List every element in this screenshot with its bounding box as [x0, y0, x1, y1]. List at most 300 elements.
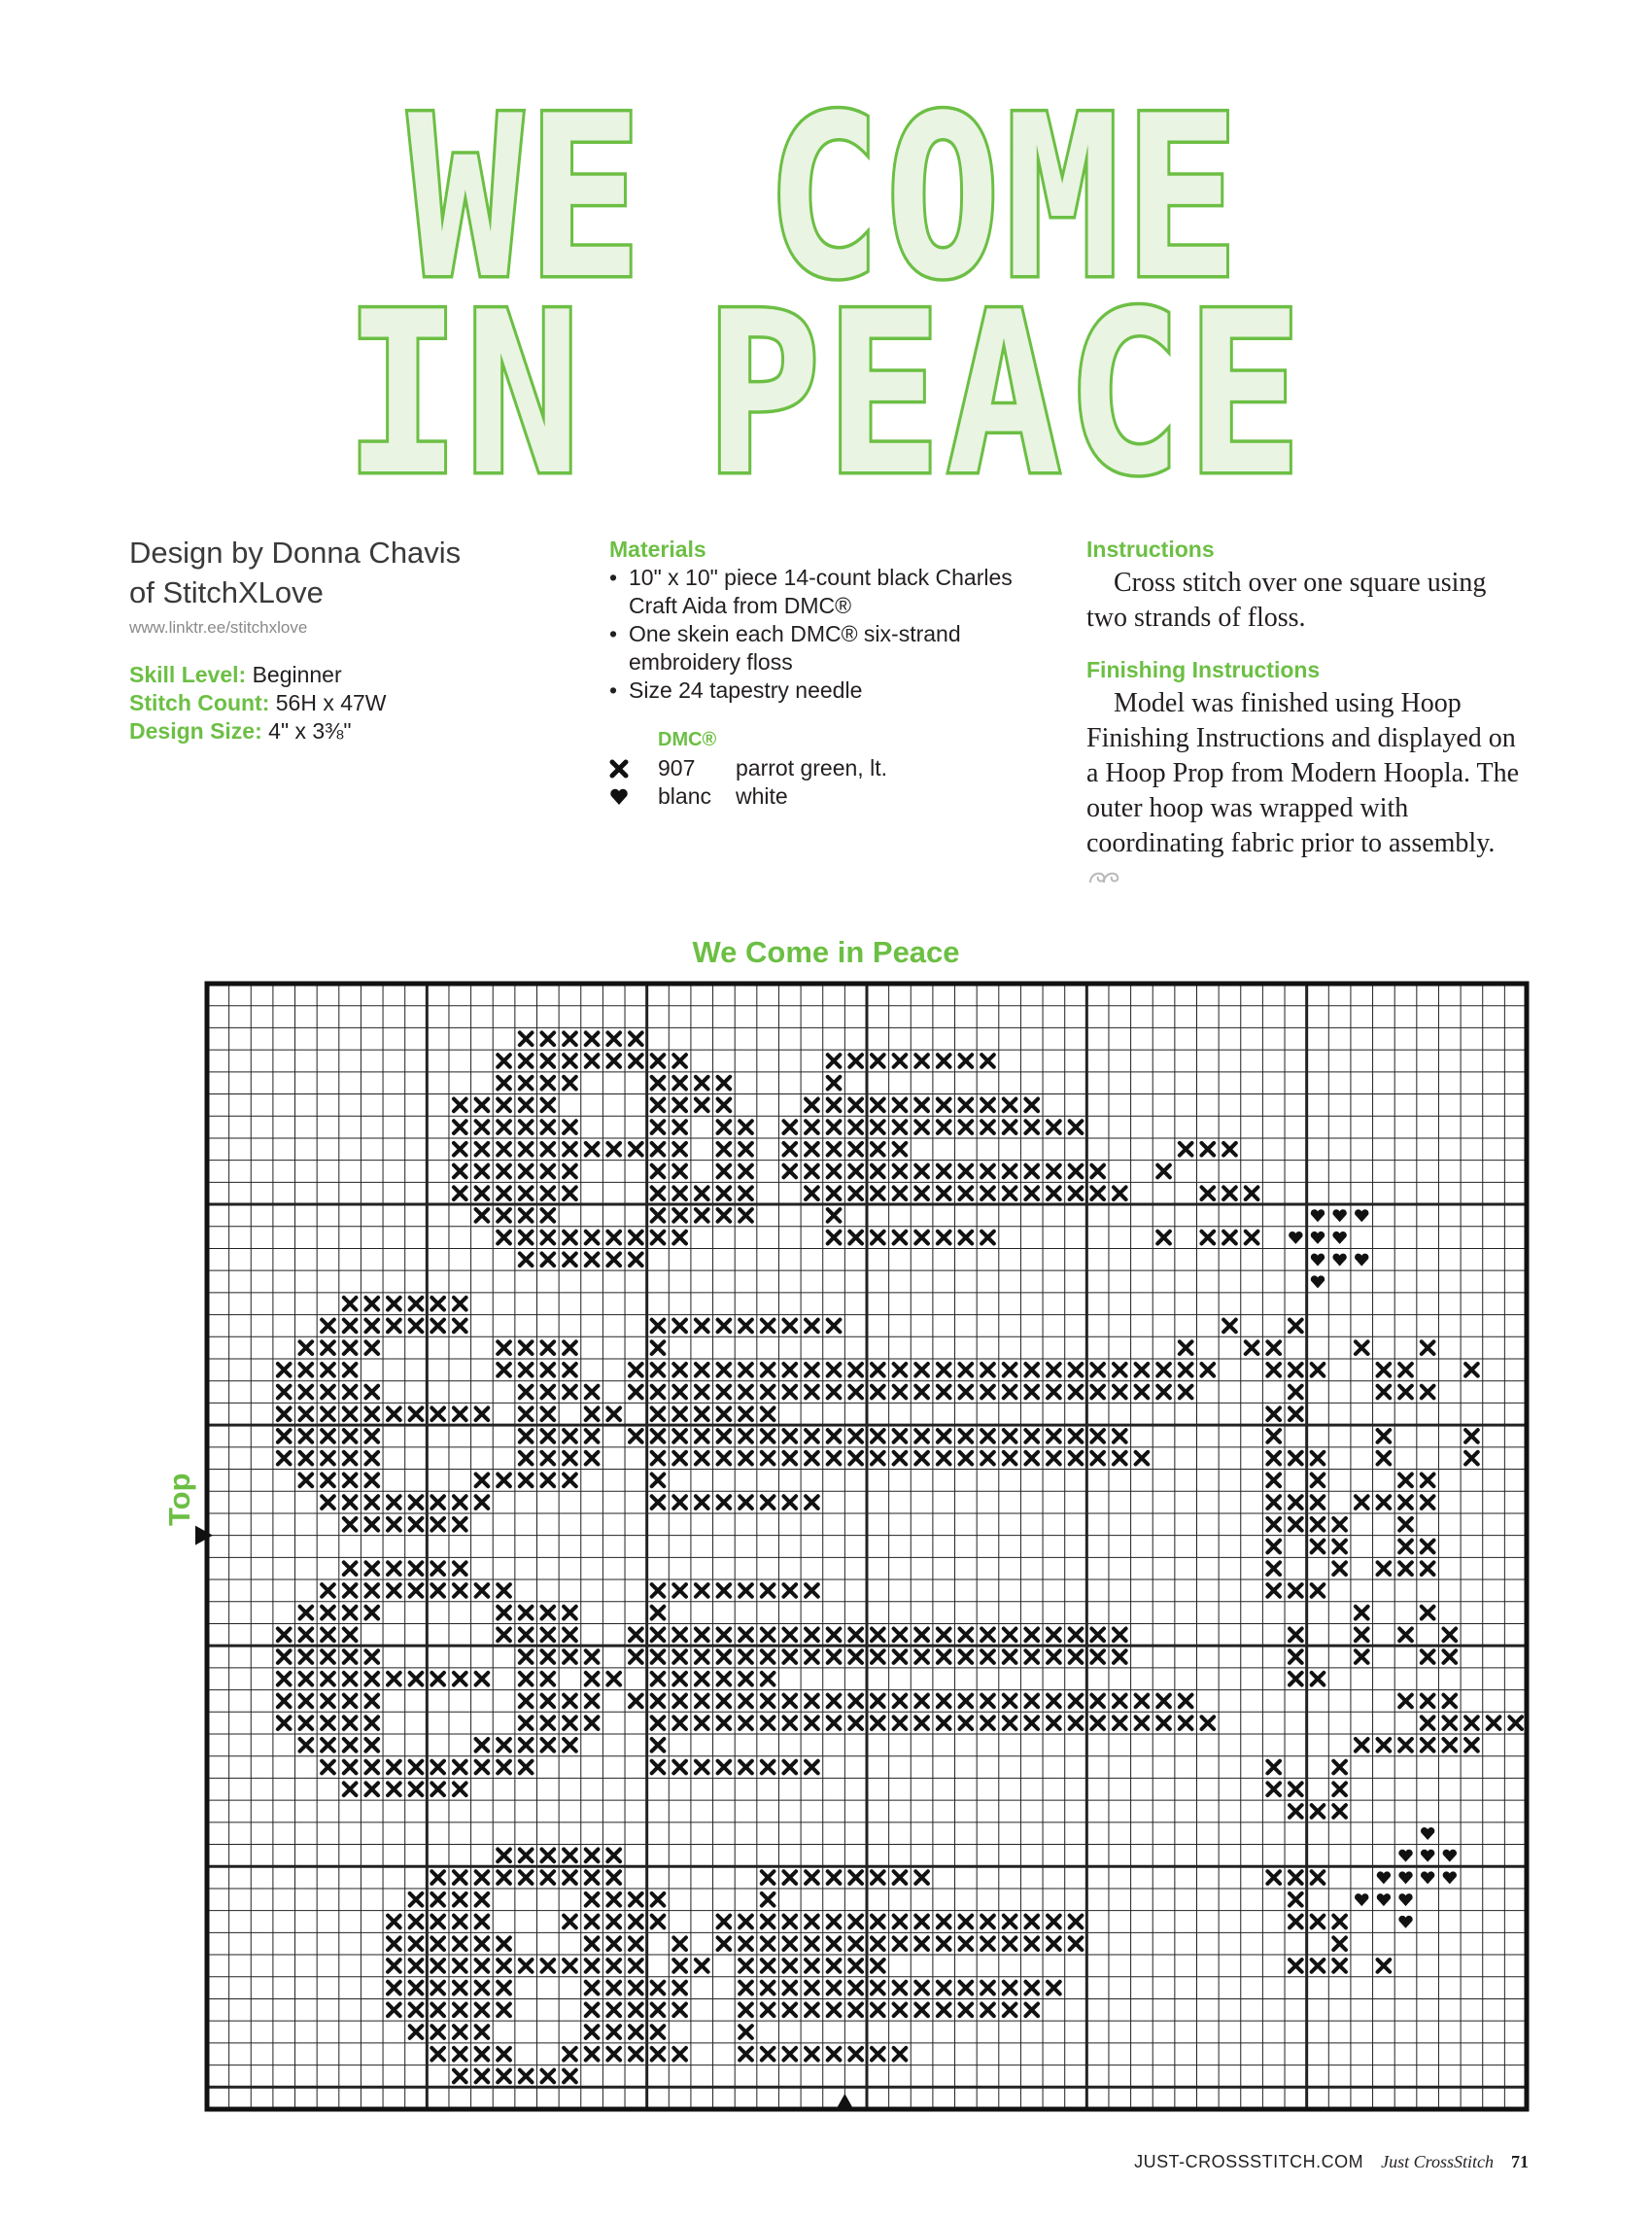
cross-stitch — [673, 1099, 686, 1112]
cross-stitch — [894, 1099, 907, 1112]
cross-stitch — [1422, 1341, 1434, 1354]
cross-stitch — [541, 1739, 554, 1752]
cross-stitch — [1091, 1364, 1104, 1376]
cross-stitch — [365, 1673, 378, 1685]
cross-stitch — [630, 1364, 642, 1376]
cross-stitch — [718, 1320, 731, 1333]
cross-stitch — [894, 1717, 907, 1729]
cross-stitch — [718, 1628, 731, 1641]
cross-stitch — [872, 2048, 884, 2061]
cross-stitch — [1201, 1717, 1214, 1729]
cross-stitch — [696, 1761, 708, 1774]
cross-stitch — [828, 1430, 841, 1442]
cross-stitch — [388, 1320, 400, 1333]
floss-color-name: white — [736, 783, 788, 809]
cross-stitch — [872, 1099, 884, 1112]
cross-stitch — [849, 2048, 862, 2061]
cross-stitch — [344, 1739, 357, 1752]
cross-stitch — [1070, 1916, 1083, 1928]
cross-stitch — [652, 1739, 665, 1752]
cross-stitch — [938, 1937, 950, 1950]
cross-stitch — [806, 1761, 818, 1774]
cross-stitch — [718, 1650, 731, 1663]
cross-stitch — [806, 1937, 818, 1950]
cross-stitch — [1114, 1187, 1126, 1199]
cross-stitch — [344, 1607, 357, 1619]
cross-stitch — [365, 1607, 378, 1619]
cross-stitch — [498, 1607, 510, 1619]
cross-stitch — [740, 1695, 752, 1708]
cross-stitch — [1465, 1452, 1478, 1465]
cross-stitch — [278, 1364, 291, 1376]
cross-stitch — [696, 1717, 708, 1729]
cross-stitch — [520, 1077, 533, 1090]
cross-stitch — [344, 1341, 357, 1354]
cross-stitch — [806, 2003, 818, 2016]
cross-stitch — [981, 1430, 994, 1442]
cross-stitch — [740, 1407, 752, 1420]
cross-stitch — [498, 1739, 510, 1752]
cross-stitch — [564, 1960, 576, 1972]
cross-stitch — [278, 1452, 291, 1465]
cross-stitch — [431, 2003, 444, 2016]
cross-stitch — [431, 1761, 444, 1774]
cross-stitch — [872, 1430, 884, 1442]
cross-stitch — [431, 1893, 444, 1906]
cross-stitch — [520, 1761, 533, 1774]
heart-stitch — [1398, 1850, 1412, 1862]
cross-stitch — [718, 1187, 731, 1199]
cross-stitch — [541, 1165, 554, 1178]
cross-stitch — [1312, 1673, 1325, 1685]
cross-stitch — [541, 1960, 554, 1972]
cross-stitch — [586, 1032, 599, 1045]
cross-stitch — [1267, 1452, 1280, 1465]
cross-stitch — [344, 1628, 357, 1641]
cross-stitch — [1312, 1364, 1325, 1376]
cross-stitch — [718, 1209, 731, 1222]
cross-stitch — [938, 1916, 950, 1928]
cross-stitch — [828, 1717, 841, 1729]
cross-stitch — [431, 1562, 444, 1575]
cross-stitch — [630, 1430, 642, 1442]
cross-stitch — [564, 1032, 576, 1045]
cross-stitch — [1070, 1717, 1083, 1729]
designer-byline-1: Design by Donna Chavis — [129, 536, 462, 570]
cross-stitch — [1091, 1628, 1104, 1641]
cross-stitch — [673, 1695, 686, 1708]
cross-stitch — [322, 1320, 334, 1333]
cross-stitch — [740, 1320, 752, 1333]
cross-stitch — [872, 1452, 884, 1465]
heart-stitch — [1355, 1209, 1368, 1222]
cross-stitch — [300, 1452, 313, 1465]
cross-stitch — [1070, 1650, 1083, 1663]
cross-stitch — [762, 1695, 774, 1708]
cross-stitch — [454, 2026, 466, 2038]
cross-stitch — [960, 2003, 973, 2016]
cross-stitch — [652, 1916, 665, 1928]
floss-number: blanc — [658, 783, 711, 809]
cross-stitch — [454, 1893, 466, 1906]
cross-stitch — [1333, 1518, 1346, 1531]
cross-stitch — [564, 1231, 576, 1244]
materials-item: • Size 24 tapestry needle — [609, 676, 1056, 705]
cross-stitch — [828, 1143, 841, 1156]
skill-level-value: Beginner — [252, 662, 342, 687]
cross-stitch — [1004, 1628, 1016, 1641]
cross-stitch — [915, 1452, 928, 1465]
cross-stitch — [1333, 1761, 1346, 1774]
cross-stitch — [410, 1916, 423, 1928]
cross-stitch — [322, 1650, 334, 1663]
cross-stitch — [652, 1893, 665, 1906]
cross-stitch — [718, 1452, 731, 1465]
cross-stitch — [322, 1717, 334, 1729]
cross-stitch — [498, 2003, 510, 2016]
cross-stitch — [586, 2026, 599, 2038]
cross-stitch — [762, 1430, 774, 1442]
cross-stitch — [1312, 1518, 1325, 1531]
cross-stitch — [783, 1496, 796, 1509]
cross-stitch — [388, 2003, 400, 2016]
cross-stitch — [960, 1187, 973, 1199]
cross-stitch — [586, 2048, 599, 2061]
cross-stitch — [431, 1937, 444, 1950]
cross-stitch — [1312, 1541, 1325, 1553]
cross-stitch — [938, 1430, 950, 1442]
cross-stitch — [476, 1407, 489, 1420]
cross-stitch — [1048, 1430, 1060, 1442]
cross-stitch — [1025, 1717, 1038, 1729]
cross-stitch — [806, 1121, 818, 1133]
cross-stitch — [652, 1077, 665, 1090]
cross-stitch — [652, 2003, 665, 2016]
cross-stitch — [849, 1650, 862, 1663]
cross-stitch — [1004, 1695, 1016, 1708]
cross-stitch — [1025, 1386, 1038, 1399]
cross-stitch — [454, 1960, 466, 1972]
cross-stitch — [872, 1143, 884, 1156]
title-line-1: WE COME — [408, 69, 1244, 329]
cross-stitch — [894, 1386, 907, 1399]
cross-stitch — [1290, 1960, 1302, 1972]
cross-stitch — [673, 1121, 686, 1133]
cross-stitch — [1422, 1386, 1434, 1399]
cross-stitch — [673, 1717, 686, 1729]
cross-stitch — [344, 1518, 357, 1531]
cross-stitch — [1290, 1805, 1302, 1818]
cross-stitch — [1378, 1496, 1391, 1509]
cross-stitch — [630, 1893, 642, 1906]
cross-stitch — [1290, 1893, 1302, 1906]
cross-stitch — [564, 1739, 576, 1752]
cross-stitch — [541, 1607, 554, 1619]
cross-stitch — [915, 1695, 928, 1708]
cross-stitch — [740, 1430, 752, 1442]
cross-stitch — [696, 1430, 708, 1442]
cross-stitch — [607, 2026, 620, 2038]
cross-stitch — [278, 1407, 291, 1420]
cross-stitch — [278, 1673, 291, 1685]
cross-stitch — [586, 1650, 599, 1663]
cross-stitch — [828, 1121, 841, 1133]
cross-stitch — [498, 1341, 510, 1354]
cross-stitch — [872, 1121, 884, 1133]
cross-stitch — [498, 1364, 510, 1376]
cross-stitch — [981, 1916, 994, 1928]
cross-stitch — [388, 1407, 400, 1420]
cross-stitch — [1004, 1099, 1016, 1112]
cross-stitch — [300, 1407, 313, 1420]
cross-stitch — [1004, 1386, 1016, 1399]
cross-stitch — [894, 2048, 907, 2061]
cross-stitch — [1223, 1231, 1236, 1244]
cross-stitch — [476, 1099, 489, 1112]
cross-stitch — [1223, 1143, 1236, 1156]
cross-stitch — [431, 1916, 444, 1928]
cross-stitch — [806, 1650, 818, 1663]
page-number: 71 — [1511, 2152, 1529, 2171]
cross-stitch — [652, 2026, 665, 2038]
cross-stitch — [1048, 1982, 1060, 1995]
cross-stitch — [806, 1386, 818, 1399]
cross-stitch — [1201, 1187, 1214, 1199]
cross-stitch — [541, 1099, 554, 1112]
cross-stitch — [498, 1099, 510, 1112]
cross-stitch — [828, 1055, 841, 1067]
heart-stitch — [1355, 1254, 1368, 1266]
cross-stitch — [1048, 1937, 1060, 1950]
cross-stitch — [586, 1055, 599, 1067]
cross-stitch — [1246, 1341, 1258, 1354]
cross-stitch — [1290, 1916, 1302, 1928]
cross-stitch — [938, 1650, 950, 1663]
cross-stitch — [476, 1209, 489, 1222]
cross-stitch — [1399, 1386, 1412, 1399]
cross-stitch — [1070, 1452, 1083, 1465]
cross-stitch — [1048, 1386, 1060, 1399]
cross-stitch — [783, 1650, 796, 1663]
cross-stitch — [938, 1055, 950, 1067]
cross-stitch — [740, 1187, 752, 1199]
cross-stitch — [541, 1452, 554, 1465]
cross-stitch — [894, 1231, 907, 1244]
cross-stitch — [783, 1584, 796, 1597]
cross-stitch — [1443, 1650, 1456, 1663]
cross-stitch — [322, 1607, 334, 1619]
cross-stitch — [431, 2026, 444, 2038]
stitch-count-value: 56H x 47W — [275, 690, 387, 715]
cross-stitch — [1114, 1717, 1126, 1729]
cross-stitch — [520, 1739, 533, 1752]
cross-stitch — [1025, 1937, 1038, 1950]
cross-stitch — [1114, 1430, 1126, 1442]
cross-stitch — [740, 2003, 752, 2016]
cross-stitch — [388, 1937, 400, 1950]
cross-stitch — [388, 1916, 400, 1928]
cross-stitch — [630, 1231, 642, 1244]
cross-stitch — [740, 2048, 752, 2061]
cross-stitch — [828, 1165, 841, 1178]
cross-stitch — [652, 1209, 665, 1222]
cross-stitch — [586, 1871, 599, 1884]
cross-stitch — [960, 1916, 973, 1928]
cross-stitch — [344, 1783, 357, 1795]
cross-stitch — [564, 1143, 576, 1156]
cross-stitch — [718, 1937, 731, 1950]
cross-stitch — [696, 1584, 708, 1597]
cross-stitch — [652, 1320, 665, 1333]
cross-stitch — [783, 1430, 796, 1442]
cross-stitch — [454, 2003, 466, 2016]
cross-stitch — [652, 1452, 665, 1465]
cross-stitch — [300, 1430, 313, 1442]
cross-stitch — [607, 1231, 620, 1244]
design-size-label: Design Size: — [129, 718, 262, 744]
cross-stitch — [564, 2070, 576, 2083]
instructions-heading: Instructions — [1086, 537, 1215, 562]
cross-stitch — [1048, 1916, 1060, 1928]
footer-site[interactable]: JUST-CROSSSTITCH.COM — [1134, 2152, 1364, 2171]
cross-stitch — [740, 1761, 752, 1774]
cross-stitch — [740, 1452, 752, 1465]
cross-stitch — [454, 1518, 466, 1531]
cross-stitch — [673, 1077, 686, 1090]
cross-stitch — [1422, 1562, 1434, 1575]
cross-stitch — [828, 1209, 841, 1222]
cross-stitch — [1201, 1143, 1214, 1156]
cross-stitch — [652, 1165, 665, 1178]
cross-stitch — [564, 1452, 576, 1465]
cross-stitch — [872, 1695, 884, 1708]
cross-stitch — [498, 1121, 510, 1133]
cross-stitch — [1399, 1496, 1412, 1509]
cross-stitch — [431, 1982, 444, 1995]
cross-stitch — [541, 1871, 554, 1884]
cross-stitch — [520, 1253, 533, 1266]
cross-stitch — [849, 1916, 862, 1928]
cross-stitch — [718, 1430, 731, 1442]
cross-stitch — [1333, 1916, 1346, 1928]
cross-stitch — [762, 1364, 774, 1376]
cross-stitch — [344, 1562, 357, 1575]
cross-stitch — [586, 1452, 599, 1465]
cross-stitch — [410, 1298, 423, 1310]
cross-stitch — [520, 1960, 533, 1972]
cross-stitch — [806, 1452, 818, 1465]
cross-stitch — [1290, 1518, 1302, 1531]
cross-stitch — [960, 1165, 973, 1178]
cross-stitch — [1201, 1364, 1214, 1376]
cross-stitch — [630, 1055, 642, 1067]
cross-stitch — [1399, 1364, 1412, 1376]
cross-stitch — [1356, 1496, 1368, 1509]
materials-item: • One skein each DMC® six-strand embroidery floss — [609, 620, 1056, 676]
cross-stitch — [454, 1496, 466, 1509]
cross-stitch — [410, 1982, 423, 1995]
cross-stitch — [300, 1628, 313, 1641]
cross-stitch — [322, 1628, 334, 1641]
heart-stitch — [1332, 1231, 1346, 1244]
cross-stitch — [981, 1121, 994, 1133]
cross-stitch — [1025, 1364, 1038, 1376]
cross-stitch — [938, 1628, 950, 1641]
cross-stitch — [828, 1871, 841, 1884]
cross-stitch — [673, 2048, 686, 2061]
cross-stitch — [783, 1121, 796, 1133]
cross-stitch — [718, 1099, 731, 1112]
cross-stitch — [673, 1209, 686, 1222]
cross-stitch — [476, 1982, 489, 1995]
cross-stitch — [806, 1628, 818, 1641]
cross-stitch — [1004, 2003, 1016, 2016]
cross-stitch — [915, 1430, 928, 1442]
cross-stitch — [520, 1364, 533, 1376]
cross-stitch — [476, 1474, 489, 1487]
cross-stitch — [1091, 1650, 1104, 1663]
cross-stitch — [915, 1231, 928, 1244]
cross-stitch — [1267, 1518, 1280, 1531]
cross-stitch — [498, 1982, 510, 1995]
cross-stitch — [828, 1364, 841, 1376]
cross-stitch — [938, 1695, 950, 1708]
cross-stitch — [762, 2003, 774, 2016]
cross-stitch — [520, 1452, 533, 1465]
cross-stitch — [541, 1407, 554, 1420]
cross-stitch — [915, 1628, 928, 1641]
cross-stitch — [783, 1320, 796, 1333]
cross-stitch — [718, 1165, 731, 1178]
designer-url[interactable]: www.linktr.ee/stitchxlove — [129, 618, 308, 637]
cross-stitch — [872, 1386, 884, 1399]
cross-stitch — [872, 1960, 884, 1972]
cross-stitch — [718, 1077, 731, 1090]
cross-stitch — [1312, 1871, 1325, 1884]
cross-stitch — [541, 1231, 554, 1244]
cross-stitch — [740, 1650, 752, 1663]
heart-stitch — [1443, 1850, 1457, 1862]
cross-stitch — [872, 1916, 884, 1928]
cross-stitch — [718, 1407, 731, 1420]
cross-stitch — [938, 2003, 950, 2016]
cross-stitch — [652, 1407, 665, 1420]
cross-stitch — [960, 1452, 973, 1465]
cross-stitch — [1333, 1937, 1346, 1950]
cross-stitch — [454, 1407, 466, 1420]
cross-stitch — [1465, 1364, 1478, 1376]
cross-stitch — [564, 1628, 576, 1641]
cross-stitch — [410, 1761, 423, 1774]
cross-stitch — [586, 1407, 599, 1420]
cross-stitch — [476, 2048, 489, 2061]
cross-stitch — [431, 1584, 444, 1597]
cross-stitch — [454, 1871, 466, 1884]
cross-stitch — [960, 1364, 973, 1376]
cross-stitch — [806, 1364, 818, 1376]
cross-stitch — [806, 1496, 818, 1509]
cross-stitch — [431, 1960, 444, 1972]
cross-stitch — [1312, 1960, 1325, 1972]
cross-stitch — [476, 2003, 489, 2016]
cross-stitch — [981, 1650, 994, 1663]
cross-stitch — [300, 1607, 313, 1619]
heart-stitch — [1311, 1231, 1325, 1244]
cross-stitch — [564, 1077, 576, 1090]
cross-stitch — [1070, 1165, 1083, 1178]
cross-stitch — [586, 1430, 599, 1442]
page-footer — [1134, 2152, 1529, 2172]
